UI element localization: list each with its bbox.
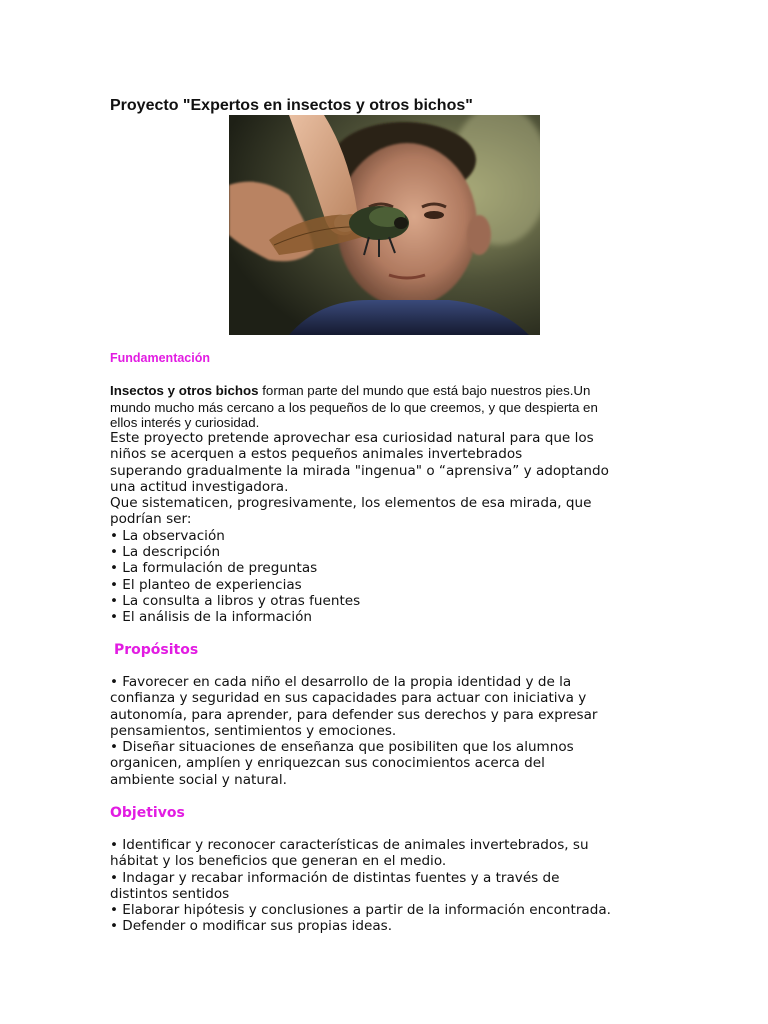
objetivos-body (110, 838, 691, 936)
bullet-item: • El análisis de la información (110, 610, 313, 626)
section-heading-objetivos: Objetivos (110, 805, 185, 821)
propositos-line: • Favorecer en cada niño el desarrollo de la propia identidad y de la (110, 675, 572, 690)
fundamentacion-line: Que sistematicen, progresivamente, los elementos de esa mirada, que (110, 496, 592, 512)
document-title: Proyecto "Expertos en insectos y otros bichos" (110, 97, 473, 114)
fundamentacion-intro (110, 383, 670, 432)
intro-line-3: ellos interés y curiosidad. (110, 415, 260, 430)
propositos-line: pensamientos, sentimientos y emociones. (110, 723, 397, 739)
fundamentacion-line: Este proyecto pretende aprovechar esa curiosidad natural para que los (110, 431, 594, 446)
objetivos-line: • Defender o modificar sus propias ideas. (110, 919, 393, 935)
propositos-body (110, 675, 691, 789)
bullet-item: • La consulta a libros y otras fuentes (110, 593, 361, 609)
bullet-item: • La descripción (110, 545, 221, 561)
bullet-item: • La formulación de preguntas (110, 561, 318, 577)
objetivos-line: hábitat y los beneficios que generan en el medio. (110, 854, 447, 870)
section-heading-fundamentacion: Fundamentación (110, 351, 211, 365)
bullet-item: • La observación (110, 528, 225, 544)
cicada-photo (229, 115, 540, 335)
propositos-line: ambiente social y natural. (110, 772, 287, 788)
objetivos-line: • Elaborar hipótesis y conclusiones a partir de la información encontrada. (110, 903, 611, 919)
fundamentacion-line: una actitud investigadora. (110, 479, 289, 495)
fundamentacion-line: superando gradualmente la mirada "ingenua" o “aprensiva” y adoptando (110, 463, 609, 479)
section-heading-propositos: Propósitos (114, 642, 199, 658)
propositos-line: • Diseñar situaciones de enseñanza que posibiliten que los alumnos (110, 740, 574, 756)
bullet-item: • El planteo de experiencias (110, 577, 302, 593)
propositos-line: organicen, amplíen y enriquezcan sus conocimientos acerca del (110, 756, 545, 772)
objetivos-line: • Indagar y recabar información de distintas fuentes y a través de (110, 870, 560, 886)
fundamentacion-line: podrían ser: (110, 512, 192, 528)
propositos-line: confianza y seguridad en sus capacidades para actuar con iniciativa y (110, 691, 587, 707)
propositos-line: autonomía, para aprender, para defender sus derechos y para expresar (110, 707, 598, 723)
intro-line-2: mundo mucho más cercano a los pequeños de lo que creemos, y que despierta en (110, 399, 598, 415)
intro-line-1-rest: forman parte del mundo que está bajo nuestros pies.Un (258, 383, 591, 398)
intro-line-1 (110, 383, 670, 400)
fundamentacion-body (110, 431, 691, 627)
intro-bold-phrase: Insectos y otros bichos (110, 383, 259, 398)
objetivos-line: distintos sentidos (110, 886, 230, 902)
fundamentacion-line: niños se acerquen a estos pequeños animales invertebrados (110, 447, 523, 463)
objetivos-line: • Identificar y reconocer características de animales invertebrados, su (110, 838, 589, 853)
